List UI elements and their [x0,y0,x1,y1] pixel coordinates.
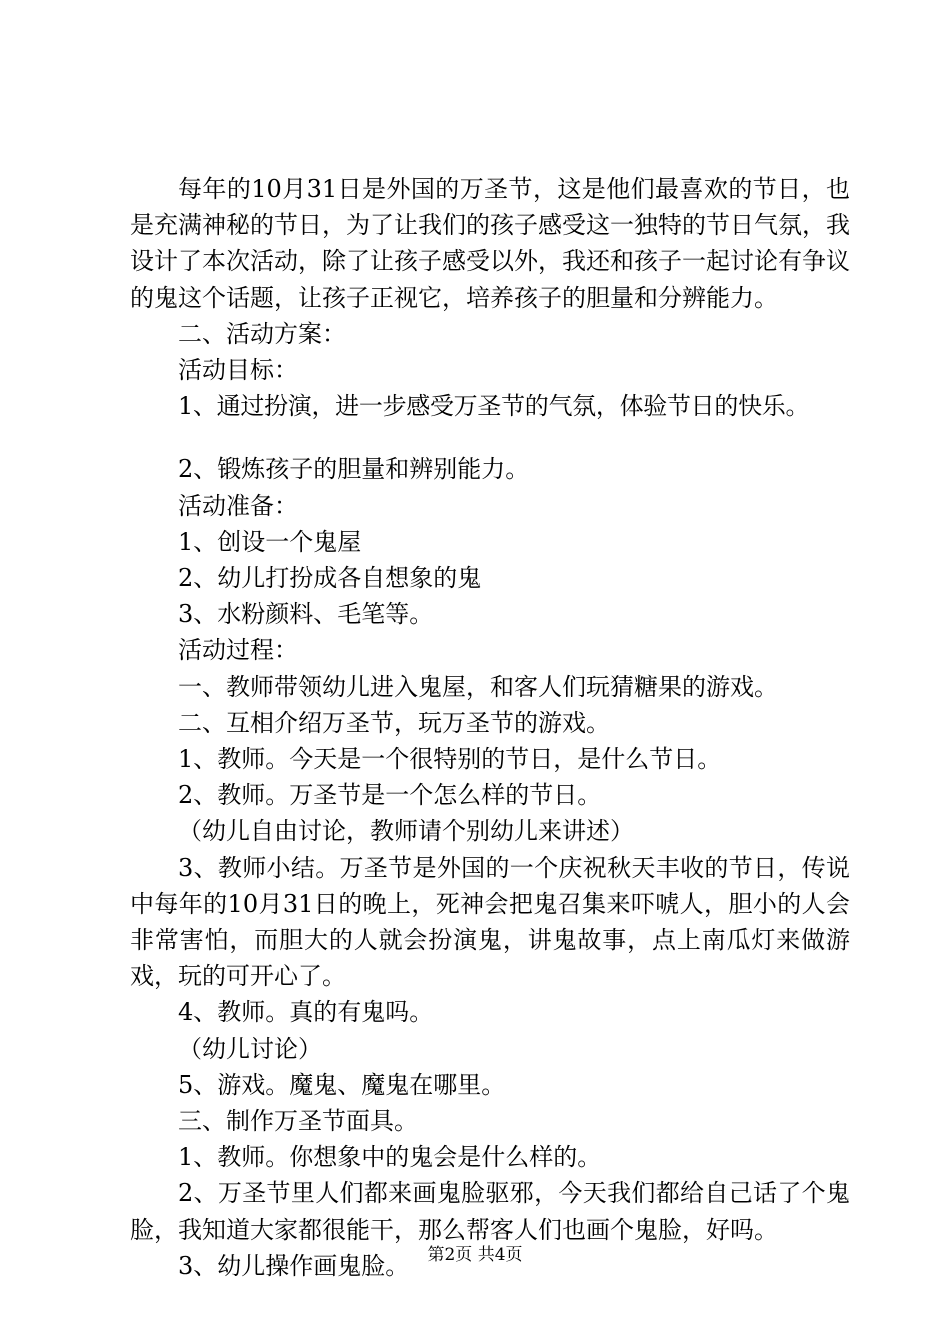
mask-substep-1: 1、教师。你想象中的鬼会是什么样的。 [178,1143,602,1172]
page-number-label: 第2页 共4页 [427,1245,523,1265]
mask-substep-3: 3、幼儿操作画鬼脸。 [178,1251,410,1280]
process-step-1: 一、教师带领幼儿进入鬼屋，和客人们玩猜糖果的游戏。 [178,672,778,701]
document-body [130,171,850,1284]
process-note-children-discuss: （幼儿讨论） [178,1034,322,1063]
goal-item-1: 1、通过扮演，进一步感受万圣节的气氛，体验节日的快乐。 [178,392,810,421]
process-substep-3: 3、教师小结。万圣节是外国的一个庆祝秋天丰收的节日，传说中每年的10月31日的晚上，死神会把鬼召集来吓唬人，胆小的人会非常害怕，而胆大的人就会扮演鬼，讲鬼故事，点上南瓜灯来做游戏，玩的可开心了。 [130,853,850,991]
heading-activity-goals: 活动目标： [178,356,298,385]
process-substep-5: 5、游戏。魔鬼、魔鬼在哪里。 [178,1070,506,1099]
heading-activity-preparation: 活动准备： [178,491,298,520]
paragraph-gap [130,424,850,451]
process-step-3: 三、制作万圣节面具。 [178,1107,418,1136]
preparation-item-2: 2、幼儿打扮成各自想象的鬼 [178,564,482,593]
preparation-item-3: 3、水粉颜料、毛笔等。 [178,600,434,629]
mask-substep-2: 2、万圣节里人们都来画鬼脸驱邪，今天我们都给自己话了个鬼脸，我知道大家都很能干，那么帮客人们也画个鬼脸，好吗。 [130,1179,850,1244]
process-substep-1: 1、教师。今天是一个很特别的节日，是什么节日。 [178,745,722,774]
process-substep-4: 4、教师。真的有鬼吗。 [178,998,434,1027]
process-substep-2: 2、教师。万圣节是一个怎么样的节日。 [178,781,602,810]
preparation-item-1: 1、创设一个鬼屋 [178,527,362,556]
heading-activity-process: 活动过程： [178,636,298,665]
page-footer [0,1244,950,1266]
heading-activity-plan: 二、活动方案： [178,319,346,348]
paragraph-intro: 每年的10月31日是外国的万圣节，这是他们最喜欢的节日，也是充满神秘的节日，为了让我们的孩子感受这一独特的节日气氛，我设计了本次活动，除了让孩子感受以外，我还和孩子一起讨论有争议的鬼这个话题，让孩子正视它，培养孩子的胆量和分辨能力。 [130,175,850,312]
goal-item-2: 2、锻炼孩子的胆量和辨别能力。 [178,455,530,484]
process-step-2: 二、互相介绍万圣节，玩万圣节的游戏。 [178,708,610,737]
process-note-discussion: （幼儿自由讨论，教师请个别幼儿来讲述） [178,817,634,846]
